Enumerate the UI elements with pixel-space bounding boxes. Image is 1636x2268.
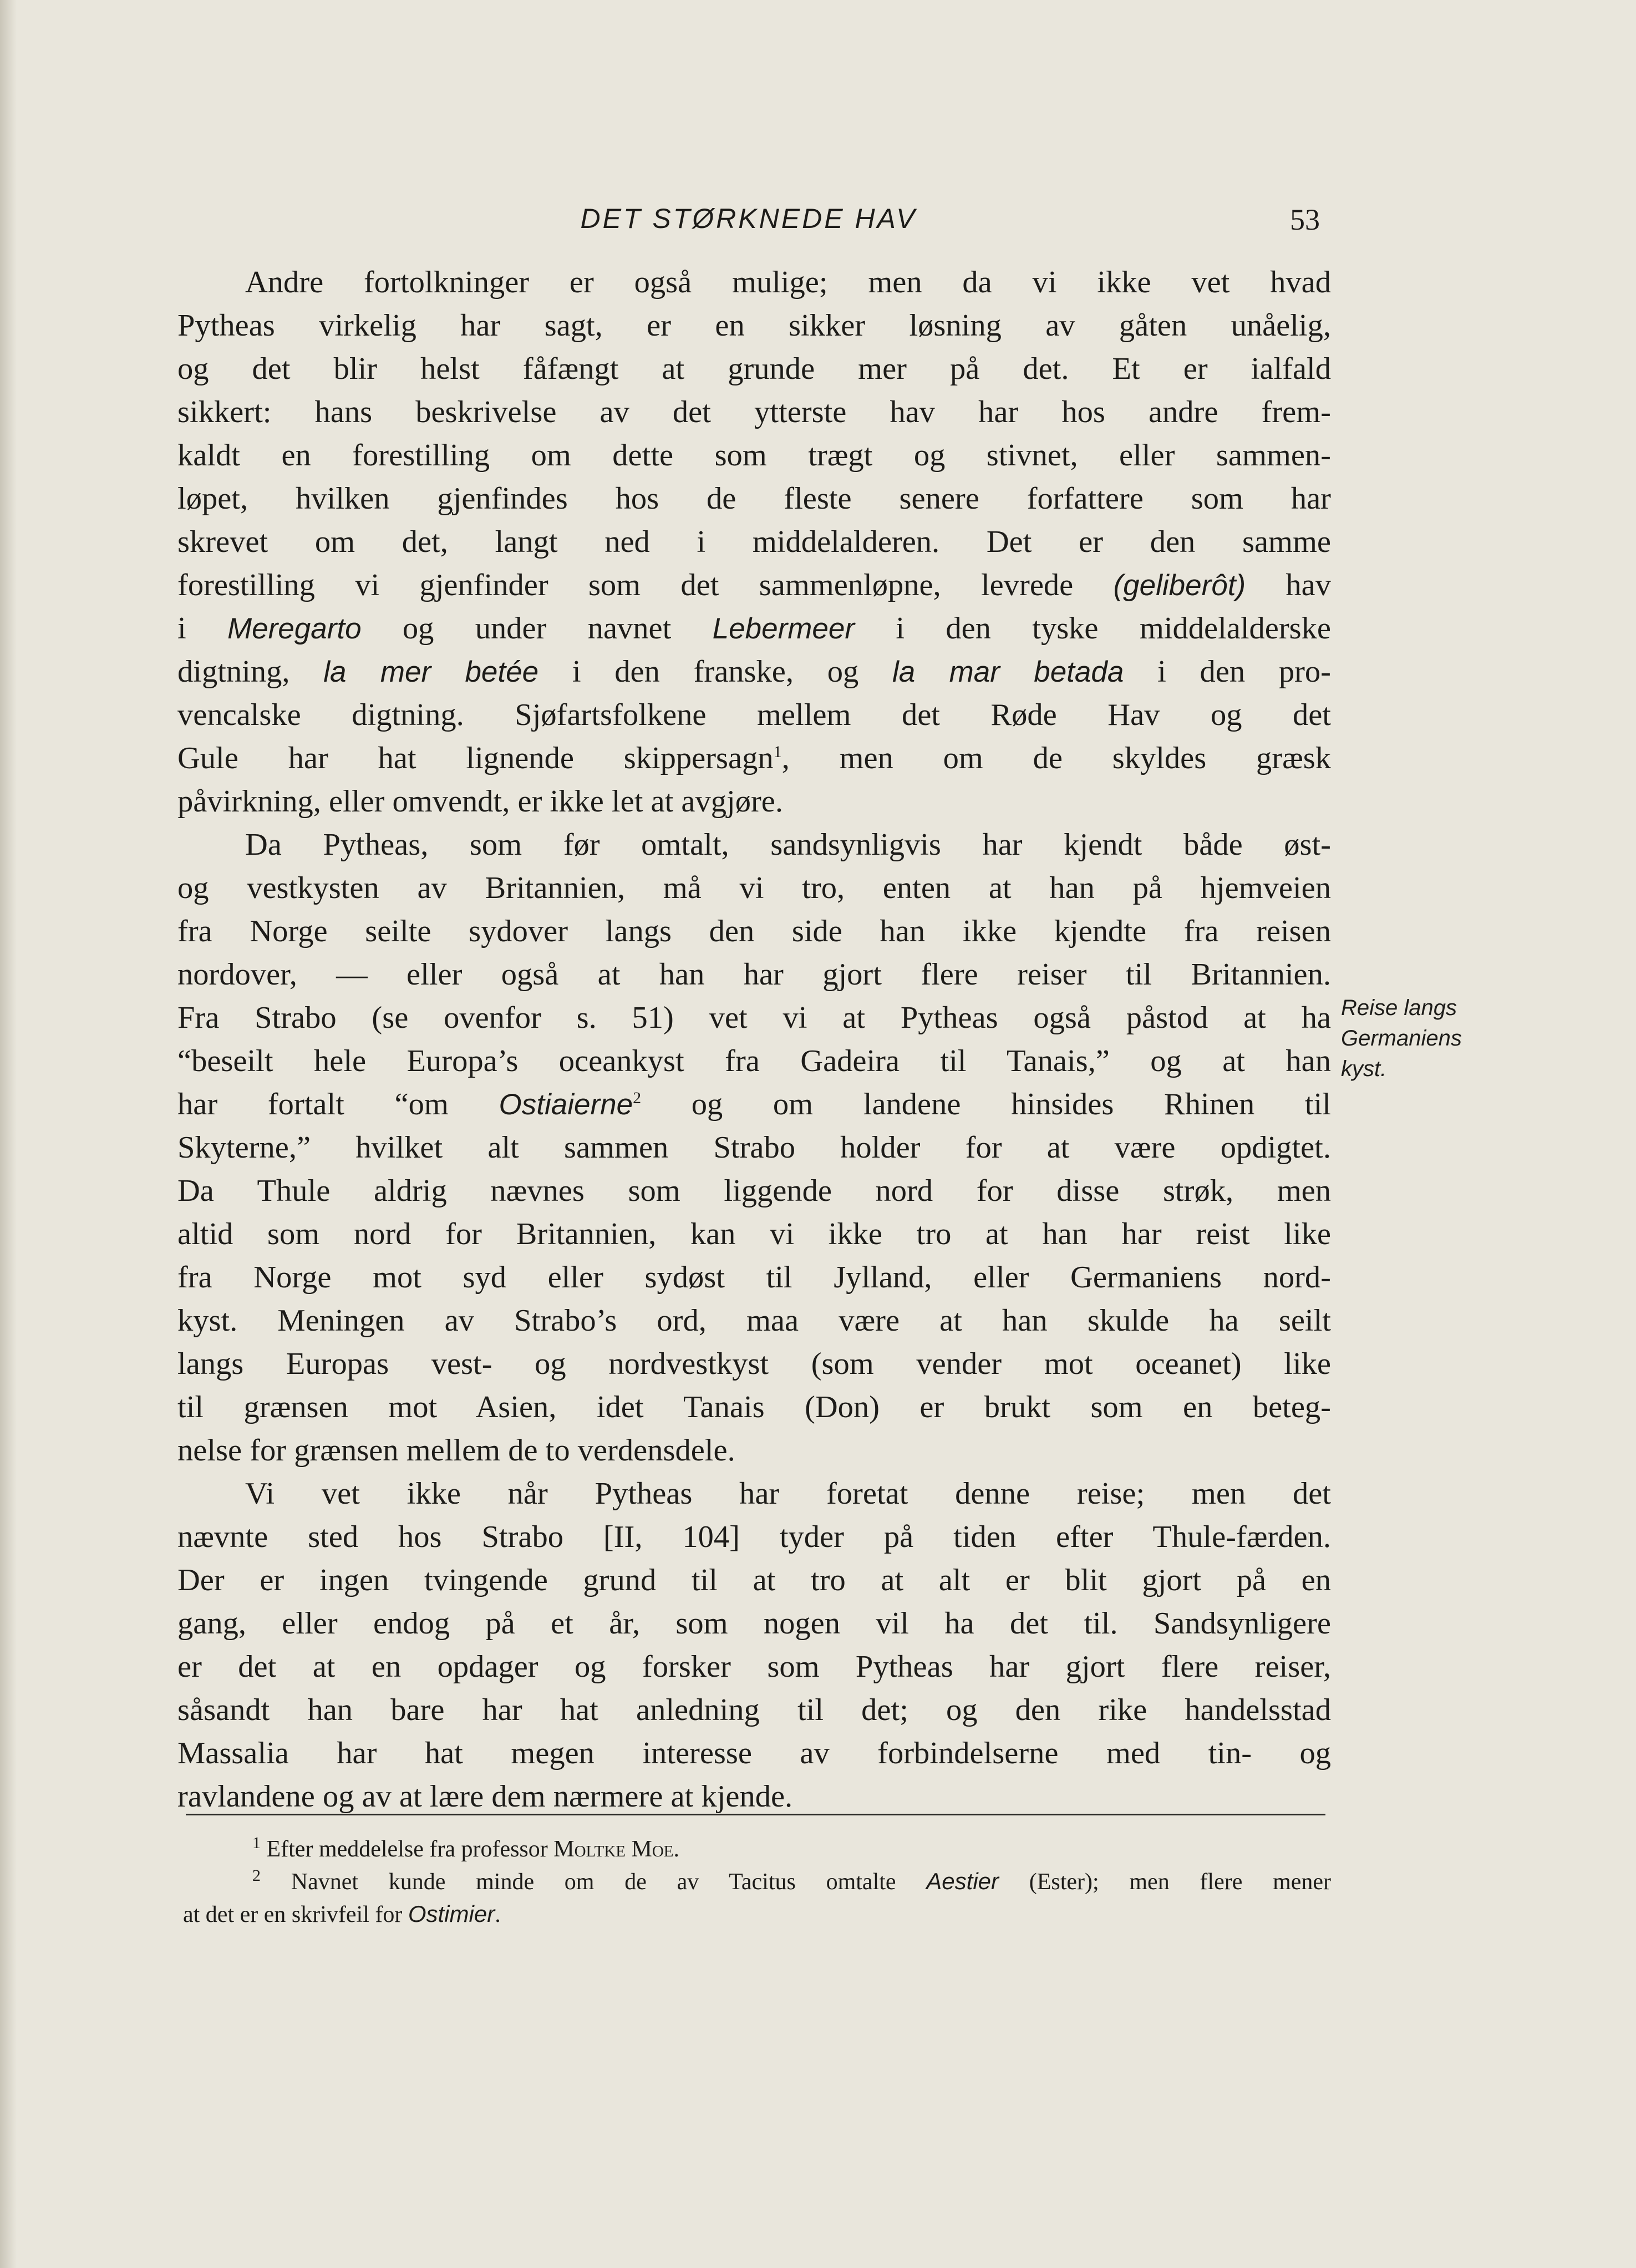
text-run: . — [495, 1902, 501, 1927]
text-run: at det er en skrivfeil for — [183, 1902, 408, 1927]
margin-note-line: kyst. — [1341, 1057, 1387, 1081]
italic-term: la mar betada — [892, 656, 1124, 688]
text-line: skrevet om det, langt ned i middelalderen. Det er den samme — [177, 525, 1331, 559]
text-run: har fortalt “om — [177, 1087, 499, 1122]
margin-note — [1341, 993, 1524, 1084]
footnote-number: 1 — [252, 1834, 261, 1852]
text-line: ravlandene og av at lære dem nærmere at kjende. — [177, 1779, 793, 1814]
text-line — [177, 737, 1331, 780]
text-run: i den pro- — [1124, 654, 1331, 689]
author-name: Moltke Moe — [553, 1836, 674, 1862]
text-run: Gule har hat lignende skippersagn — [177, 741, 774, 775]
text-run: , men om de skyldes græsk — [781, 741, 1332, 775]
text-run: i den tyske middelalderske — [854, 611, 1331, 646]
footnote-divider — [186, 1814, 1325, 1815]
text-line: nævnte sted hos Strabo [II, 104] tyder på tiden efter Thule-færden. — [177, 1520, 1331, 1554]
text-line: påvirkning, eller omvendt, er ikke let at avgjøre. — [177, 784, 783, 819]
text-line: altid som nord for Britannien, kan vi ikke tro at han har reist like — [177, 1217, 1331, 1251]
page-header — [177, 202, 1320, 241]
footnote-2-continued — [183, 1898, 1331, 1931]
italic-term: Aestier — [926, 1868, 999, 1894]
text-run: Navnet kunde minde om de av Tacitus omtalte — [291, 1869, 927, 1895]
text-line: Pytheas virkelig har sagt, er en sikker løsning av gåten unåelig, — [177, 308, 1331, 343]
text-line: nordover, — eller også at han har gjort flere reiser til Britannien. — [177, 957, 1331, 992]
text-run: og om landene hinsides Rhinen til — [641, 1087, 1331, 1122]
margin-note-line: Reise langs — [1341, 996, 1457, 1020]
text-line: nelse for grænsen mellem de to verdensdele. — [177, 1433, 735, 1468]
footnote-1 — [183, 1833, 1331, 1865]
text-run: hav — [1246, 568, 1332, 602]
text-line: er det at en opdager og forsker som Pytheas har gjort flere reiser, — [177, 1650, 1331, 1684]
text-run: . — [673, 1836, 679, 1862]
text-line: Da Pytheas, som før omtalt, sandsynligvis har kjendt både øst- — [245, 828, 1331, 862]
text-line: Der er ingen tvingende grund til at tro at alt er blit gjort på en — [177, 1563, 1331, 1597]
text-line: fra Norge mot syd eller sydøst til Jylland, eller Germaniens nord- — [177, 1260, 1331, 1295]
text-line: vencalske digtning. Sjøfartsfolkene mellem det Røde Hav og det — [177, 698, 1331, 732]
text-line: gang, eller endog på et år, som nogen vil ha det til. Sandsynligere — [177, 1606, 1331, 1641]
footnotes — [183, 1833, 1331, 1931]
margin-note-line: Germaniens — [1341, 1026, 1462, 1051]
text-line: Fra Strabo (se ovenfor s. 51) vet vi at Pytheas også påstod at ha — [177, 1001, 1331, 1035]
text-run: i — [177, 611, 228, 646]
footnote-2 — [183, 1865, 1331, 1898]
text-line: kyst. Meningen av Strabo’s ord, maa være at han skulde ha seilt — [177, 1303, 1331, 1338]
italic-term: Lebermeer — [712, 612, 855, 645]
text-line: Skyterne,” hvilket alt sammen Strabo holder for at være opdigtet. — [177, 1130, 1331, 1165]
text-line: “beseilt hele Europa’s oceankyst fra Gadeira til Tanais,” og at han — [177, 1044, 1331, 1078]
running-title: DET STØRKNEDE HAV — [580, 203, 917, 234]
text-line: Andre fortolkninger er også mulige; men da vi ikke vet hvad — [245, 265, 1331, 300]
text-line — [177, 650, 1331, 693]
text-line: fra Norge seilte sydover langs den side han ikke kjendte fra reisen — [177, 914, 1331, 948]
italic-term: (geliberôt) — [1113, 569, 1246, 602]
page-number: 53 — [1290, 203, 1320, 236]
text-line: Da Thule aldrig nævnes som liggende nord for disse strøk, men — [177, 1174, 1331, 1208]
text-run: i den franske, og — [538, 654, 892, 689]
text-line: løpet, hvilken gjenfindes hos de fleste senere forfattere som har — [177, 481, 1331, 516]
text-run: og under navnet — [361, 611, 713, 646]
text-line: sikkert: hans beskrivelse av det ytterste hav har hos andre frem- — [177, 395, 1331, 429]
text-line — [177, 564, 1331, 607]
footnote-number: 2 — [252, 1866, 261, 1885]
text-line: Massalia har hat megen interesse av forbindelserne med tin- og — [177, 1736, 1331, 1770]
text-run: digtning, — [177, 654, 324, 689]
text-line — [177, 607, 1331, 650]
italic-term: Ostimier — [408, 1901, 495, 1927]
italic-term: la mer betée — [323, 656, 539, 688]
footnote-ref[interactable]: 2 — [633, 1089, 642, 1108]
body-text — [177, 261, 1331, 1818]
text-line: Vi vet ikke når Pytheas har foretat denne reise; men det — [245, 1477, 1331, 1511]
text-line: såsandt han bare har hat anledning til det; og den rike handelsstad — [177, 1693, 1331, 1727]
text-line: til grænsen mot Asien, idet Tanais (Don) er brukt som en beteg- — [177, 1390, 1331, 1424]
text-line — [177, 1083, 1331, 1126]
text-line: og det blir helst fåfængt at grunde mer på det. Et er ialfald — [177, 352, 1331, 386]
footnote-ref[interactable]: 1 — [773, 743, 782, 762]
text-line: langs Europas vest- og nordvestkyst (som vender mot oceanet) like — [177, 1347, 1331, 1381]
text-line: og vestkysten av Britannien, må vi tro, enten at han på hjemveien — [177, 871, 1331, 905]
text-line: kaldt en forestilling om dette som trægt og stivnet, eller sammen- — [177, 438, 1331, 473]
italic-term: Ostiaierne — [499, 1088, 633, 1121]
italic-term: Meregarto — [227, 612, 362, 645]
text-run: (Ester); men flere mener — [999, 1869, 1332, 1895]
text-run: Efter meddelelse fra professor — [266, 1836, 554, 1862]
text-run: forestilling vi gjenfinder som det sammenløpne, levrede — [177, 568, 1114, 602]
